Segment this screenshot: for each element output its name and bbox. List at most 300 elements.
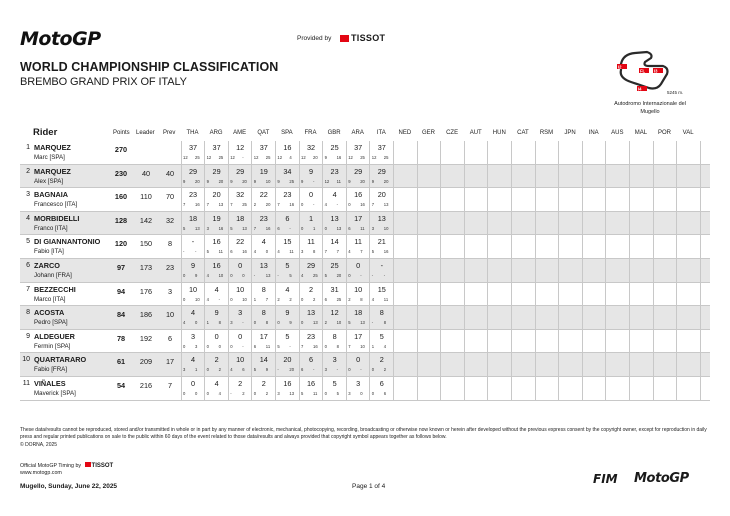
grid-line: [535, 188, 536, 212]
grid-line: [511, 235, 512, 259]
grid-line: [204, 283, 205, 307]
race-result-points: 13: [195, 225, 200, 231]
grid-line: [629, 330, 630, 354]
rider-last-name: MARQUEZ: [34, 166, 71, 176]
sprint-points: 0: [206, 367, 209, 373]
sector-label: I4: [638, 86, 642, 92]
gap-to-leader: 173: [139, 263, 153, 272]
grid-line: [558, 259, 559, 283]
race-column-header: AUT: [469, 130, 482, 136]
points-value: 97: [116, 263, 126, 272]
sprint-points: 0: [183, 391, 186, 396]
grid-line: [700, 259, 701, 283]
grid-line: [535, 306, 536, 330]
grid-line: [322, 235, 323, 259]
race-result-points: 13: [313, 320, 318, 326]
sprint-points: 7: [183, 202, 186, 208]
race-result-points: 20: [218, 178, 224, 184]
race-result-points: -: [195, 249, 197, 255]
race-result-points: 25: [313, 273, 318, 278]
race-result-points: -: [336, 367, 338, 373]
race-points: 18: [188, 213, 198, 223]
race-column-header: ARG: [209, 130, 223, 136]
grid-line: [275, 188, 276, 212]
race-result-points: 8: [313, 249, 316, 255]
race-result-points: 20: [336, 273, 342, 278]
race-points: 16: [283, 379, 292, 388]
race-result-points: 1: [313, 225, 316, 231]
race-points: 10: [188, 284, 198, 294]
race-result-points: 13: [242, 225, 247, 231]
rider-column-header: Rider: [33, 127, 58, 138]
race-result-points: 7: [360, 249, 363, 255]
website-link[interactable]: www.motogp.com: [20, 470, 62, 476]
grid-line: [511, 283, 512, 307]
sprint-points: 6: [277, 225, 280, 231]
race-points: 6: [308, 355, 314, 365]
race-result-points: -: [218, 296, 220, 302]
race-points: 0: [356, 355, 361, 365]
race-points: 29: [212, 166, 221, 176]
race-points: 13: [330, 213, 339, 223]
grid-line: [582, 141, 583, 165]
grid-line: [653, 306, 654, 330]
grid-line: [464, 330, 465, 354]
grid-line: [181, 259, 182, 283]
sprint-points: 4: [230, 367, 233, 373]
sprint-points: 1: [371, 343, 375, 349]
sprint-points: 9: [348, 178, 351, 184]
sprint-points: 4: [301, 273, 304, 278]
grid-line: [629, 306, 630, 330]
race-points: 16: [306, 379, 316, 388]
sprint-points: 3: [371, 225, 375, 231]
race-points: 15: [283, 237, 292, 247]
sprint-points: 0: [183, 343, 186, 349]
race-column-header: CZE: [446, 130, 459, 136]
sprint-points: 1: [206, 320, 209, 326]
race-column-header: AME: [233, 130, 247, 136]
points-column-header: Points: [113, 130, 130, 136]
grid-line: [440, 188, 441, 212]
grid-line: [275, 212, 276, 236]
grid-line: [369, 330, 370, 354]
race-result-points: 11: [265, 343, 271, 349]
race-result-points: 13: [218, 202, 224, 208]
grid-line: [251, 306, 252, 330]
race-result-points: -: [336, 202, 338, 208]
grid-line: [299, 353, 300, 377]
race-result-points: 6: [383, 391, 387, 396]
race-result-points: 10: [383, 225, 389, 231]
race-points: 10: [236, 355, 245, 365]
race-result-points: 3: [195, 343, 198, 349]
grid-line: [629, 212, 630, 236]
table-row: [20, 212, 710, 235]
grid-line: [228, 259, 229, 283]
grid-line: [700, 306, 701, 330]
race-points: 10: [236, 284, 245, 294]
grid-line: [251, 212, 252, 236]
sprint-points: 0: [348, 202, 351, 208]
grid-line: [464, 212, 465, 236]
sprint-points: 0: [253, 391, 257, 396]
grid-line: [228, 377, 232, 401]
grid-line: [322, 259, 323, 283]
race-points: 15: [377, 284, 386, 294]
race-points: 0: [214, 331, 219, 341]
grid-line: [181, 306, 182, 330]
race-points: 2: [379, 355, 384, 365]
grid-line: [440, 259, 441, 283]
grid-line: [629, 259, 630, 283]
grid-line: [605, 353, 606, 377]
race-column-header: SPA: [281, 130, 293, 136]
grid-line: [228, 353, 229, 377]
gap-to-previous: 10: [165, 310, 175, 320]
gap-to-leader: 192: [139, 333, 153, 343]
sprint-points: 2: [277, 296, 280, 302]
race-result-points: 25: [383, 155, 389, 160]
grid-line: [322, 165, 323, 189]
grid-line: [346, 377, 347, 401]
grid-line: [417, 165, 418, 189]
race-points: 29: [354, 166, 363, 176]
grid-line: [417, 330, 418, 354]
grid-line: [464, 283, 465, 307]
sprint-points: 9: [371, 178, 375, 184]
race-result-points: 13: [383, 202, 389, 208]
grid-line: [653, 353, 654, 377]
race-result-points: 8: [265, 320, 269, 326]
grid-line: [369, 235, 370, 259]
position-number: 10: [22, 356, 30, 364]
grid-line: [440, 235, 441, 259]
grid-line: [676, 188, 677, 212]
position-number: 4: [26, 214, 30, 222]
grid-line: [181, 377, 182, 401]
grid-line: [676, 306, 677, 330]
grid-line: [369, 353, 370, 377]
race-column-header: CAT: [517, 130, 529, 136]
race-points: 6: [379, 379, 384, 388]
grid-line: [676, 377, 677, 401]
sprint-points: 12: [230, 155, 235, 160]
race-result-points: 4: [289, 155, 292, 160]
race-result-points: 11: [289, 249, 294, 255]
grid-line: [676, 353, 677, 377]
race-points: 4: [190, 308, 196, 318]
sprint-points: 0: [301, 296, 304, 302]
sprint-points: 9: [277, 178, 280, 184]
rider-last-name: BEZZECCHI: [34, 284, 76, 294]
grid-line: [535, 330, 536, 354]
motogp-logo: MotoGP: [20, 28, 101, 50]
race-points: 37: [212, 143, 221, 152]
grid-line: [275, 377, 276, 401]
sprint-points: -: [371, 320, 374, 326]
race-result-points: 10: [218, 273, 224, 278]
table-row: [20, 283, 710, 306]
grid-line: [204, 141, 205, 165]
position-number: 11: [22, 380, 30, 387]
race-result-points: 2: [289, 296, 292, 302]
race-result-points: 10: [336, 320, 342, 326]
rider-first-name-nation: Pedro [SPA]: [34, 319, 68, 327]
grid-line: [700, 235, 701, 259]
grid-line: [535, 212, 536, 236]
sprint-points: 5: [324, 273, 327, 278]
track-length: 5245 m.: [667, 90, 684, 95]
grid-line: [251, 165, 252, 189]
grid-line: [653, 377, 654, 401]
sprint-points: 12: [183, 155, 188, 160]
grid-line: [440, 306, 441, 330]
sprint-points: 7: [324, 249, 327, 255]
race-column-header: THA: [186, 130, 199, 136]
race-result-points: 11: [218, 249, 223, 255]
grid-line: [487, 188, 488, 212]
sprint-points: 7: [230, 202, 233, 208]
gap-to-previous: 70: [165, 192, 175, 202]
grid-line: [558, 141, 559, 165]
grid-line: [653, 259, 654, 283]
sprint-points: 5: [230, 225, 233, 231]
race-result-points: 20: [289, 367, 295, 373]
race-result-points: 8: [383, 320, 387, 326]
grid-line: [511, 212, 512, 236]
gap-to-leader: 110: [140, 192, 152, 202]
grid-line: [322, 141, 323, 165]
grid-line: [299, 259, 300, 283]
race-points: 4: [332, 190, 337, 200]
grid-line: [228, 330, 229, 354]
grid-line: [322, 353, 323, 377]
grid-line: [700, 353, 701, 377]
race-points: 4: [261, 237, 266, 247]
race-result-points: 25: [195, 155, 200, 160]
race-points: 23: [188, 190, 198, 200]
race-points: 8: [379, 308, 384, 318]
grid-line: [346, 259, 347, 283]
grid-line: [299, 165, 300, 189]
grid-line: [393, 235, 394, 259]
sprint-points: 0: [371, 367, 375, 373]
grid-line: [582, 259, 583, 283]
grid-line: [558, 283, 559, 307]
grid-line: [464, 306, 465, 330]
grid-line: [393, 353, 394, 377]
grid-line: [629, 377, 630, 401]
gap-to-leader: 186: [139, 310, 153, 320]
official-timing-label: Official MotoGP Timing by TISSOT: [20, 463, 114, 469]
points-value: 54: [116, 381, 126, 390]
grid-line: [629, 188, 630, 212]
sprint-points: 0: [371, 391, 375, 396]
grid-line: [653, 330, 654, 354]
race-column-header: JPN: [564, 130, 576, 136]
grid-line: [535, 259, 536, 283]
grid-line: [228, 283, 229, 307]
sprint-points: 0: [277, 320, 280, 326]
page-title: WORLD CHAMPIONSHIP CLASSIFICATION: [20, 60, 279, 74]
grid-line: [393, 283, 394, 307]
race-points: 0: [238, 261, 243, 270]
grid-line: [653, 141, 654, 165]
grid-line: [605, 212, 606, 236]
race-result-points: 8: [336, 343, 339, 349]
race-result-points: -: [313, 202, 315, 208]
grid-line: [417, 377, 418, 401]
race-points: 5: [285, 261, 290, 270]
race-result-points: 4: [383, 343, 387, 349]
race-result-points: 7: [336, 249, 339, 255]
race-result-points: 13: [265, 273, 271, 278]
race-result-points: 25: [336, 296, 342, 302]
grid-line: [322, 212, 323, 236]
race-points: 8: [261, 284, 266, 294]
sprint-points: -: [371, 273, 374, 278]
race-points: 13: [306, 308, 316, 318]
sprint-points: 5: [348, 320, 351, 326]
points-value: 128: [114, 215, 128, 225]
grid-line: [181, 330, 182, 354]
race-result-points: 2: [218, 367, 221, 373]
sprint-points: 7: [371, 202, 375, 208]
grid-line: [440, 212, 441, 236]
race-result-points: -: [242, 155, 244, 160]
race-points: 12: [236, 143, 245, 152]
race-points: 18: [354, 308, 363, 318]
grid-line: [204, 259, 205, 283]
grid-line: [369, 141, 370, 165]
grid-line: [558, 330, 559, 354]
rider-first-name-nation: Maverick [SPA]: [34, 390, 76, 397]
race-points: 2: [308, 284, 314, 294]
grid-line: [275, 306, 276, 330]
race-column-header: FRA: [304, 130, 317, 136]
grid-line: [558, 306, 559, 330]
race-points: 4: [285, 284, 290, 294]
grid-line: [369, 212, 370, 236]
sprint-points: 12: [206, 155, 212, 160]
grid-line: [464, 377, 465, 401]
table-row: [20, 377, 710, 400]
race-points: 20: [212, 190, 221, 200]
grid-line: [700, 212, 701, 236]
sprint-points: 4: [253, 249, 257, 255]
sprint-points: 6: [301, 367, 304, 373]
grid-line: [346, 353, 347, 377]
sprint-points: -: [183, 249, 185, 255]
grid-line: [181, 165, 182, 189]
grid-line: [653, 283, 654, 307]
grid-line: [417, 188, 418, 212]
race-points: 5: [285, 331, 290, 341]
sprint-points: 4: [277, 249, 280, 255]
race-column-header: VAL: [682, 130, 694, 136]
grid-line: [299, 330, 300, 354]
race-column-header: MAL: [634, 130, 648, 136]
grid-line: [700, 188, 701, 212]
race-result-points: 11: [336, 178, 341, 184]
race-column-header: AUS: [611, 130, 624, 136]
grid-line: [346, 330, 347, 354]
grid-line: [275, 165, 276, 189]
grid-line: [251, 188, 252, 212]
race-result-points: 4: [218, 391, 221, 396]
grid-line: [440, 377, 441, 401]
grid-line: [558, 353, 559, 377]
gap-to-previous: 23: [165, 263, 175, 272]
gap-to-leader: 176: [139, 286, 153, 296]
rider-last-name: DI GIANNANTONIO: [34, 237, 101, 247]
grid-line: [700, 283, 701, 307]
race-points: 19: [212, 213, 221, 223]
circuit-name: Autodromo Internazionale del Mugello: [614, 101, 686, 115]
grid-line: [393, 165, 394, 189]
sprint-points: 7: [348, 343, 351, 349]
race-points: 34: [283, 166, 292, 176]
race-column-header: GER: [421, 130, 435, 136]
sprint-points: 0: [324, 343, 327, 349]
grid-line: [251, 259, 252, 283]
race-result-points: 0: [195, 320, 198, 326]
race-result-points: 13: [336, 225, 342, 231]
grid-line: [440, 353, 441, 377]
grid-line: [558, 235, 559, 259]
sprint-points: 3: [230, 320, 233, 326]
sprint-points: 0: [348, 367, 351, 373]
sprint-points: 3: [206, 225, 209, 231]
gap-to-leader: 40: [141, 168, 151, 178]
sprint-points: 2: [348, 296, 351, 302]
grid-line: [582, 353, 583, 377]
gap-to-previous: 8: [167, 239, 173, 249]
sprint-points: 5: [183, 225, 186, 231]
grid-line: [464, 235, 465, 259]
race-result-points: 20: [195, 178, 200, 184]
tissot-mark-icon: [340, 35, 349, 42]
grid-line: [440, 283, 441, 307]
race-result-points: 11: [360, 225, 365, 231]
race-points: 4: [190, 355, 196, 365]
position-number: 5: [26, 238, 30, 246]
grid-line: [251, 283, 252, 307]
grid-line: [582, 212, 583, 236]
race-column-header: POR: [657, 130, 671, 136]
race-column-header: ARA: [351, 130, 364, 136]
grid-line: [511, 165, 512, 189]
grid-line: [558, 377, 559, 401]
grid-line: [346, 212, 347, 236]
race-result-points: 16: [265, 225, 271, 231]
grid-line: [464, 259, 465, 283]
race-points: 1: [308, 213, 314, 223]
points-value: 61: [116, 357, 126, 367]
grid-line: [322, 283, 323, 307]
race-result-points: -: [360, 367, 362, 373]
race-points: 17: [354, 213, 363, 223]
race-points: 29: [306, 261, 316, 270]
grid-line: [228, 188, 229, 212]
grid-line: [251, 330, 252, 354]
position-number: 3: [26, 191, 30, 199]
race-points: 16: [212, 237, 221, 247]
sprint-points: 5: [301, 391, 304, 396]
gap-to-leader: 142: [139, 215, 153, 225]
rider-first-name-nation: Marco [ITA]: [34, 295, 66, 303]
